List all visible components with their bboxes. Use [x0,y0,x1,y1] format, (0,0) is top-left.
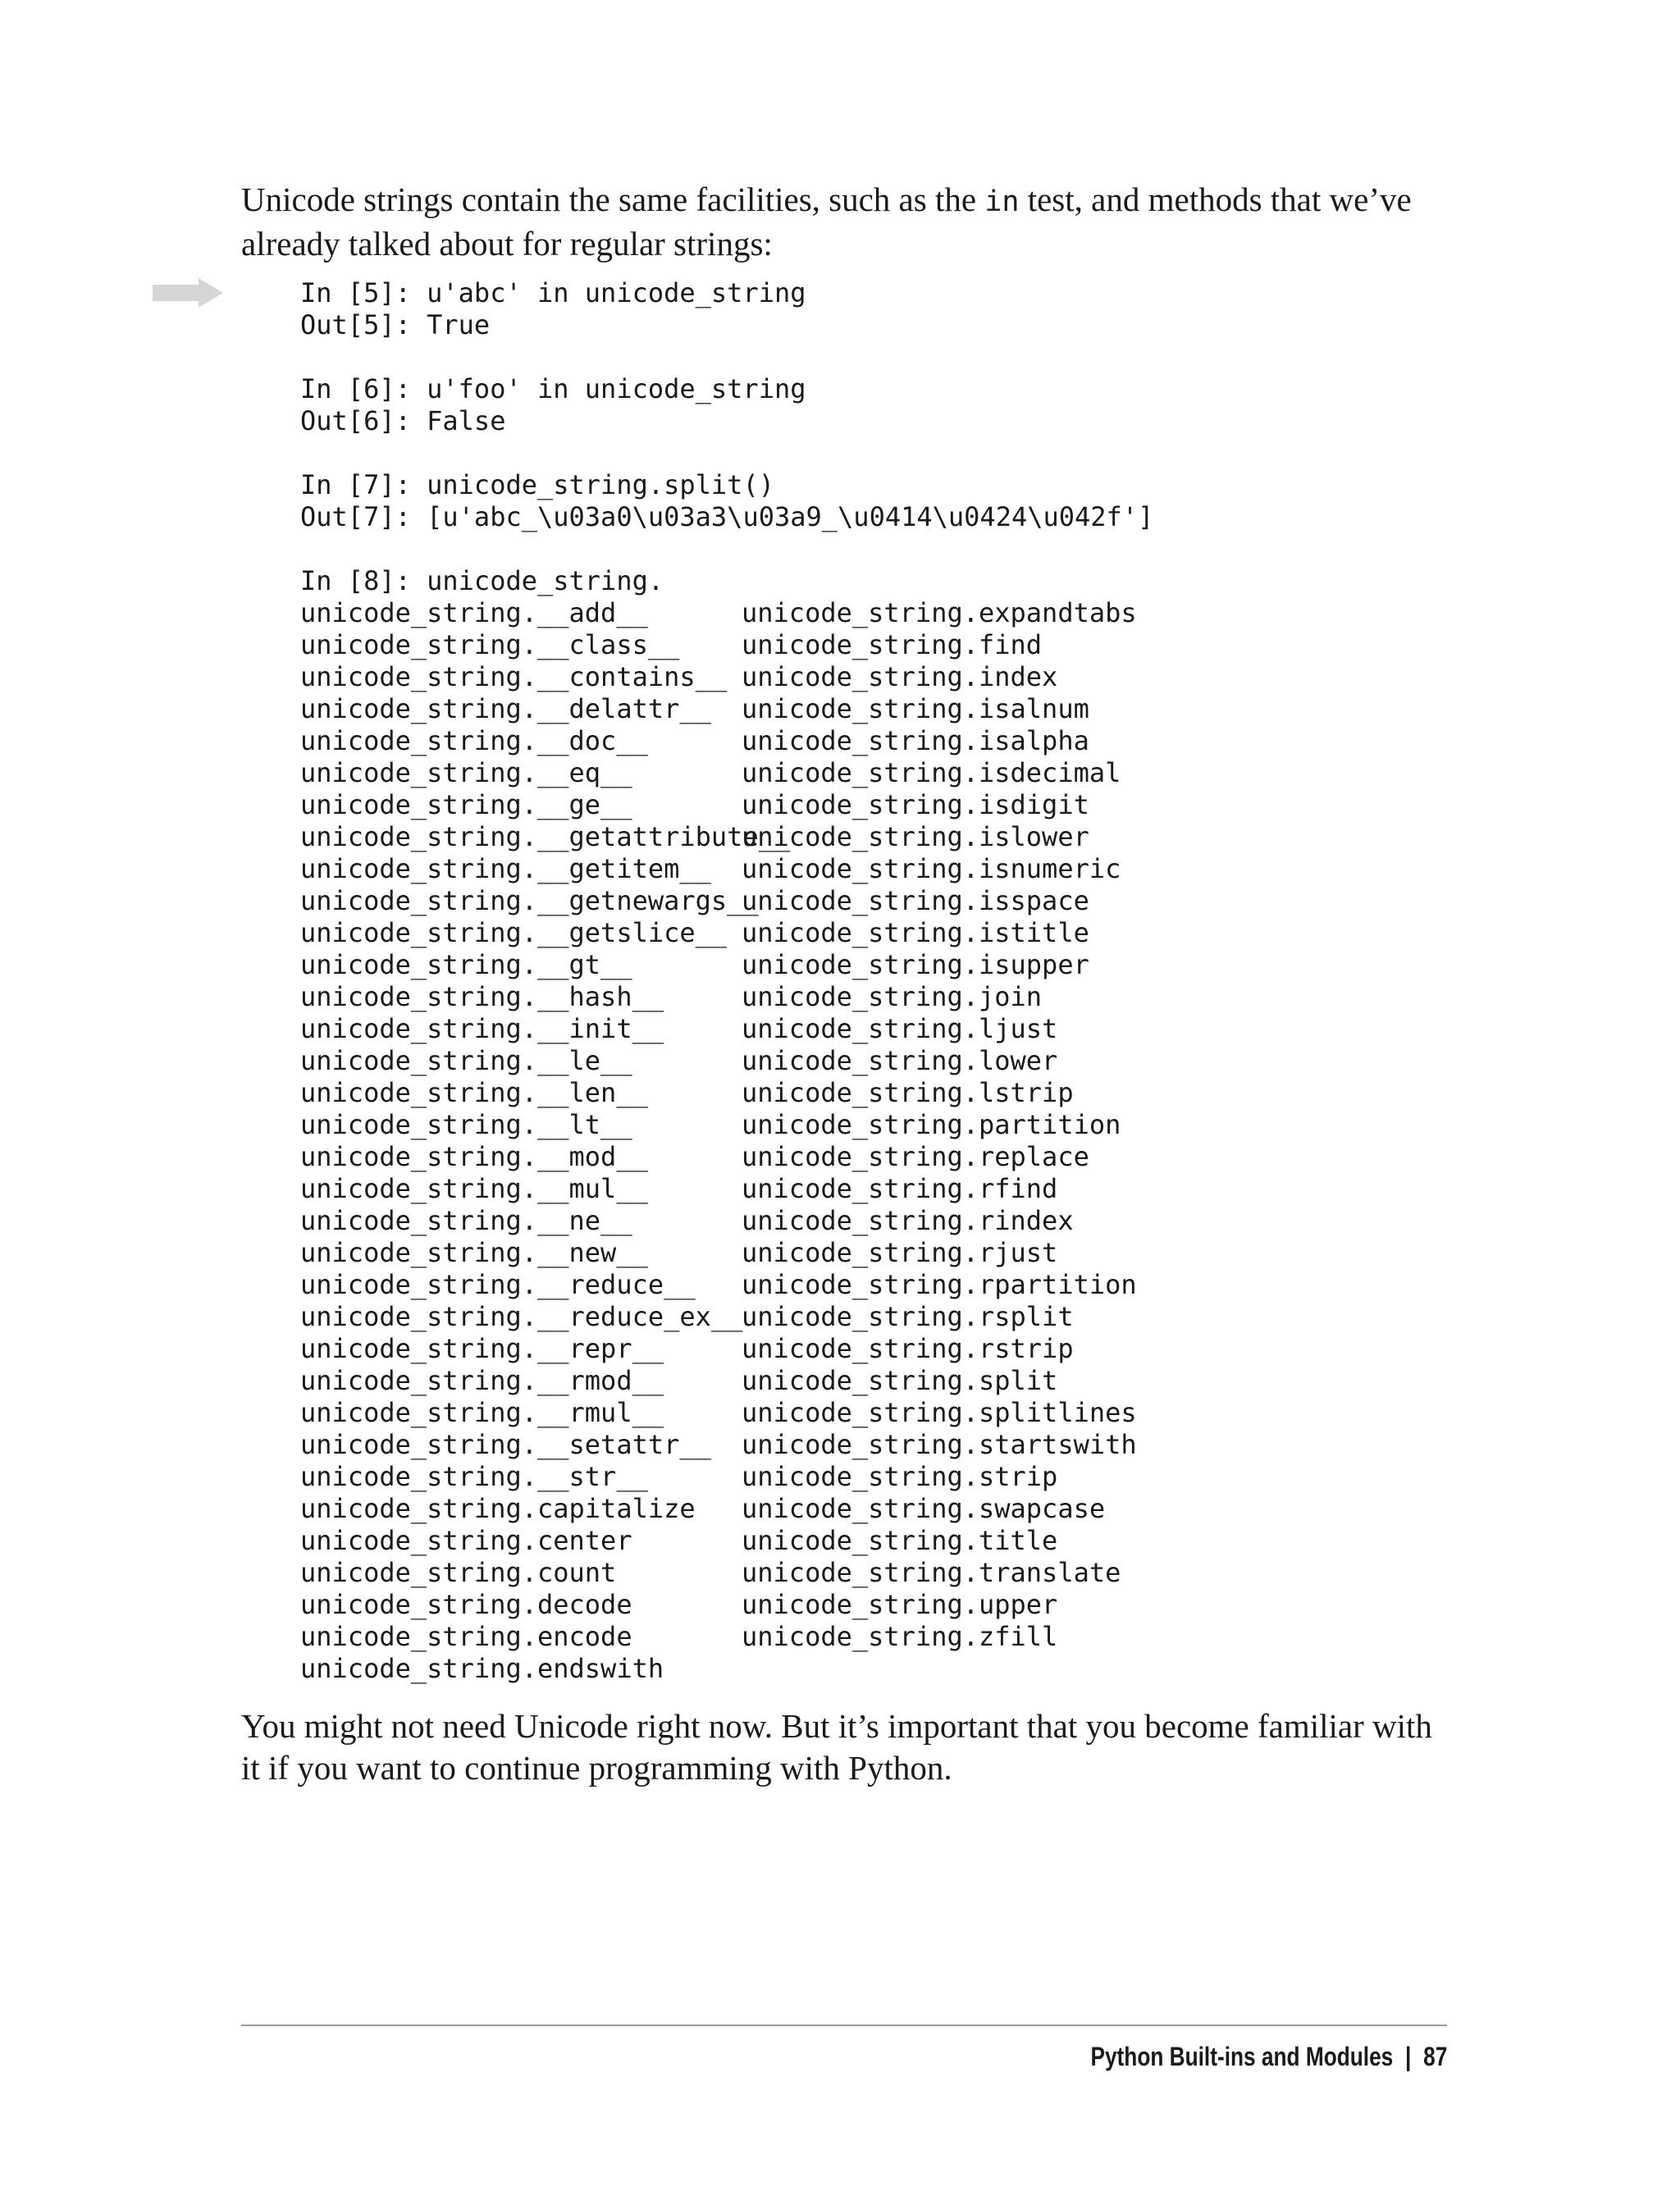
output-line: Out[7]: [u'abc_\u03a0\u03a3\u03a9_\u0414\u0424\u042f'] [300,501,1154,532]
blank-line [300,437,1285,469]
output-line: Out[5]: True [300,309,491,340]
completion-item: unicode_string.__getattribute__ [300,821,791,852]
footer-section-title: Python Built-ins and Modules [1090,2042,1393,2071]
completion-item: unicode_string.index [742,661,1058,692]
completion-item: unicode_string.rstrip [742,1333,1074,1364]
completion-item: unicode_string.__rmul__ [300,1397,664,1428]
completion-item: unicode_string.splitlines [742,1397,1137,1428]
completion-item: unicode_string.rjust [742,1237,1058,1268]
completion-item: unicode_string.isspace [742,885,1089,916]
completion-item: unicode_string.expandtabs [742,597,1137,628]
page-number: 87 [1422,2042,1447,2071]
completion-item: unicode_string.__doc__ [300,725,648,756]
intro-text-after: test, and methods that we’ve already talked about for regular strings: [241,180,1412,262]
completion-item: unicode_string.isalpha [742,725,1089,756]
completion-item: unicode_string.center [300,1525,632,1556]
completion-item: unicode_string.lower [742,1045,1058,1076]
completion-item: unicode_string.__new__ [300,1237,648,1268]
completion-item: unicode_string.__repr__ [300,1333,664,1364]
arrow-right-icon [153,278,223,308]
completion-item: unicode_string.__getnewargs__ [300,885,759,916]
completion-item: unicode_string.capitalize [300,1493,696,1524]
intro-text-before: Unicode strings contain the same facilities, such as the [241,180,985,218]
completion-item: unicode_string.__hash__ [300,981,664,1012]
completion-item: unicode_string.isnumeric [742,853,1121,884]
completion-item: unicode_string.translate [742,1557,1121,1588]
completion-item: unicode_string.rsplit [742,1301,1074,1332]
completion-item: unicode_string.isupper [742,949,1089,980]
completion-item: unicode_string.lstrip [742,1077,1074,1108]
completion-column-1 [300,597,790,1685]
completion-item: unicode_string.__ge__ [300,789,632,820]
intro-paragraph [241,179,1447,265]
completion-item: unicode_string.__add__ [300,597,648,628]
completion-item: unicode_string.__eq__ [300,757,632,788]
completion-item: unicode_string.title [742,1525,1058,1556]
completion-item: unicode_string.__len__ [300,1077,648,1108]
footer-separator: | [1404,2042,1412,2071]
completion-prompt-line: In [8]: unicode_string. [300,565,664,596]
ipython-session [300,277,1285,1685]
input-line: In [7]: unicode_string.split() [300,469,774,500]
completion-item: unicode_string.find [742,629,1043,660]
completion-item: unicode_string.isdecimal [742,757,1121,788]
blank-line [300,341,1285,373]
completion-item: unicode_string.islower [742,821,1089,852]
completion-column-2 [742,597,1137,1653]
completion-item: unicode_string.__delattr__ [300,693,711,724]
completion-item: unicode_string.isdigit [742,789,1089,820]
completion-item: unicode_string.rfind [742,1173,1058,1204]
completion-item: unicode_string.__init__ [300,1013,664,1044]
completion-item: unicode_string.__le__ [300,1045,632,1076]
completion-item: unicode_string.__str__ [300,1461,648,1492]
completion-list [300,597,1285,1685]
completion-item: unicode_string.rpartition [742,1269,1137,1300]
footer-rule [241,2025,1447,2026]
completion-item: unicode_string.rindex [742,1205,1074,1236]
blank-line [300,533,1285,565]
output-line: Out[6]: False [300,405,506,436]
completion-item: unicode_string.count [300,1557,617,1588]
completion-item: unicode_string.__contains__ [300,661,728,692]
completion-item: unicode_string.__gt__ [300,949,632,980]
completion-item: unicode_string.endswith [300,1653,664,1684]
completion-item: unicode_string.replace [742,1141,1089,1172]
input-line: In [6]: u'foo' in unicode_string [300,373,806,404]
completion-item: unicode_string.__class__ [300,629,680,660]
completion-item: unicode_string.__mod__ [300,1141,648,1172]
completion-item: unicode_string.__mul__ [300,1173,648,1204]
completion-item: unicode_string.istitle [742,917,1089,948]
completion-item: unicode_string.encode [300,1621,632,1652]
completion-item: unicode_string.__rmod__ [300,1365,664,1396]
completion-item: unicode_string.join [742,981,1043,1012]
completion-item: unicode_string.decode [300,1589,632,1620]
completion-item: unicode_string.__setattr__ [300,1429,711,1460]
completion-item: unicode_string.strip [742,1461,1058,1492]
completion-item: unicode_string.zfill [742,1621,1058,1652]
completion-item: unicode_string.__lt__ [300,1109,632,1140]
page-footer [1090,2036,1447,2077]
completion-item: unicode_string.startswith [742,1429,1137,1460]
completion-item: unicode_string.__getitem__ [300,853,711,884]
completion-item: unicode_string.__ne__ [300,1205,632,1236]
completion-item: unicode_string.__reduce_ex__ [300,1301,743,1332]
completion-item: unicode_string.__reduce__ [300,1269,696,1300]
completion-item: unicode_string.upper [742,1589,1058,1620]
completion-item: unicode_string.swapcase [742,1493,1106,1524]
outro-paragraph: You might not need Unicode right now. But it’s important that you become familiar with it if you want to continue programming with Python. [241,1707,1432,1787]
completion-item: unicode_string.partition [742,1109,1121,1140]
input-line: In [5]: u'abc' in unicode_string [300,277,806,308]
completion-item: unicode_string.ljust [742,1013,1058,1044]
completion-item: unicode_string.split [742,1365,1058,1396]
completion-item: unicode_string.__getslice__ [300,917,728,948]
completion-item: unicode_string.isalnum [742,693,1089,724]
intro-inline-code: in [984,185,1020,218]
